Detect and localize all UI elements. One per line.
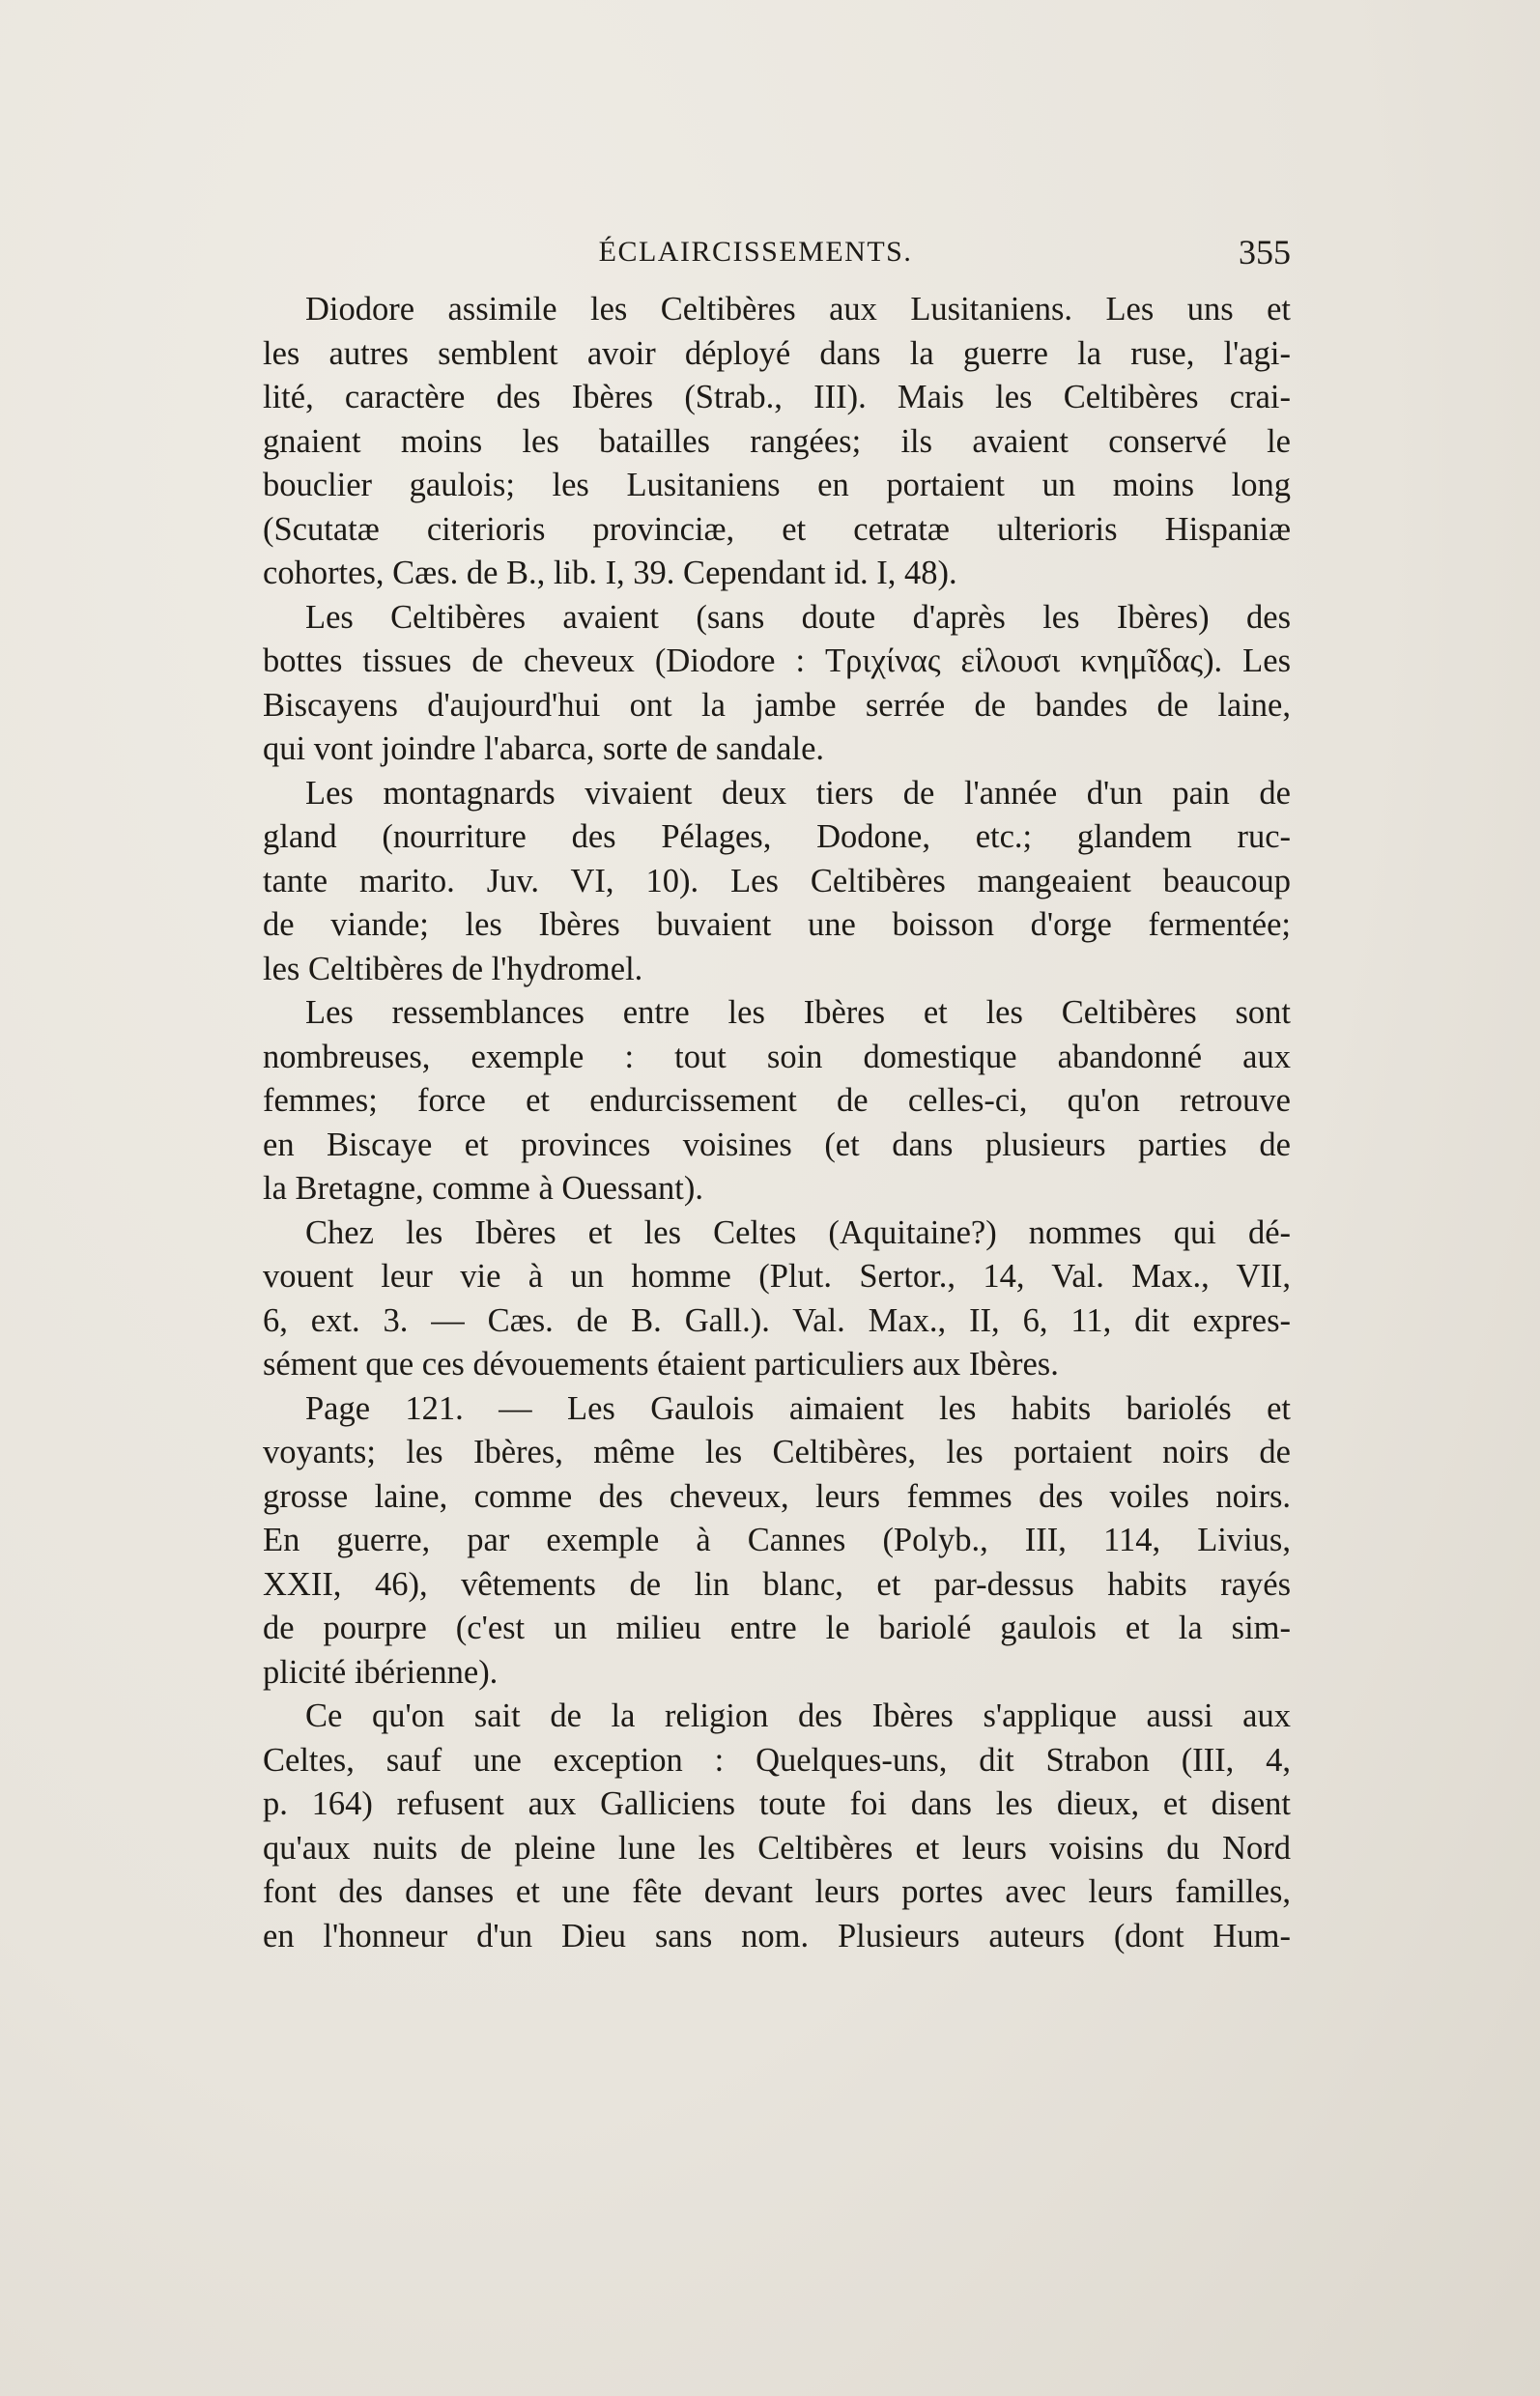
paragraph — [220, 991, 1291, 1212]
text-line: qui vont joindre l'abarca, sorte de sandale. — [263, 730, 825, 767]
text-line: font des danses et une fête devant leurs portes avec leurs familles, — [263, 1873, 1291, 1910]
text-line: en Biscaye et provinces voisines (et dans plusieurs parties de — [263, 1126, 1291, 1163]
body-text — [220, 288, 1291, 1958]
paragraph — [220, 1695, 1291, 1958]
text-line: Celtes, sauf une exception : Quelques-uns, dit Strabon (III, 4, — [263, 1741, 1291, 1779]
text-line: gnaient moins les batailles rangées; ils avaient conservé le — [263, 422, 1291, 460]
text-line: les autres semblent avoir déployé dans la guerre la ruse, l'agi- — [263, 334, 1291, 372]
text-line: plicité ibérienne). — [263, 1653, 499, 1691]
paragraph — [220, 772, 1291, 992]
text-line: la Bretagne, comme à Ouessant). — [263, 1170, 703, 1207]
text-line: (Scutatæ citerioris provinciæ, et cetratæ ulterioris Hispaniæ — [263, 510, 1291, 548]
text-line: gland (nourriture des Pélages, Dodone, etc.; glandem ruc- — [263, 818, 1291, 855]
text-line: voyants; les Ibères, même les Celtibères, les portaient noirs de — [263, 1434, 1291, 1470]
text-line: p. 164) refusent aux Galliciens toute foi dans les dieux, et disent — [263, 1785, 1291, 1822]
paragraph — [220, 596, 1291, 772]
text-line: Biscayens d'aujourd'hui ont la jambe serrée de bandes de laine, — [263, 686, 1291, 724]
text-line: Les Celtibères avaient (sans doute d'après les Ibères) des — [305, 598, 1291, 636]
paragraph — [220, 288, 1291, 596]
text-line: les Celtibères de l'hydromel. — [263, 950, 643, 987]
text-line: lité, caractère des Ibères (Strab., III). Mais les Celtibères crai- — [263, 379, 1291, 415]
paragraph — [220, 1387, 1291, 1696]
paragraph — [220, 1212, 1291, 1387]
text-line: vouent leur vie à un homme (Plut. Sertor., 14, Val. Max., VII, — [263, 1258, 1291, 1295]
text-line: En guerre, par exemple à Cannes (Polyb., III, 114, Livius, — [263, 1522, 1291, 1558]
text-line: Diodore assimile les Celtibères aux Lusitaniens. Les uns et — [305, 291, 1291, 328]
text-line: de viande; les Ibères buvaient une boisson d'orge fermentée; — [263, 906, 1291, 943]
text-line: tante marito. Juv. VI, 10). Les Celtibères mangeaient beaucoup — [263, 862, 1291, 899]
text-line: Les montagnards vivaient deux tiers de l'année d'un pain de — [305, 774, 1291, 812]
text-line: nombreuses, exemple : tout soin domestique abandonné aux — [263, 1038, 1291, 1075]
text-line: Les ressemblances entre les Ibères et les Celtibères sont — [305, 994, 1291, 1031]
page-header — [220, 228, 1291, 272]
text-line: Page 121. — Les Gaulois aimaient les habits bariolés et — [305, 1389, 1291, 1427]
page-number: 355 — [1239, 233, 1291, 271]
text-line: cohortes, Cæs. de B., lib. I, 39. Cependant id. I, 48). — [263, 555, 957, 591]
text-line: grosse laine, comme des cheveux, leurs femmes des voiles noirs. — [263, 1477, 1291, 1515]
text-line: femmes; force et endurcissement de celles-ci, qu'on retrouve — [263, 1082, 1291, 1119]
text-line: qu'aux nuits de pleine lune les Celtibères et leurs voisins du Nord — [263, 1829, 1291, 1867]
text-line: bottes tissues de cheveux (Diodore : Τριχίνας εἱλουσι κνημῖδας). Les — [263, 642, 1291, 679]
text-line: de pourpre (c'est un milieu entre le bariolé gaulois et la sim- — [263, 1610, 1291, 1646]
text-line: Ce qu'on sait de la religion des Ibères s'applique aussi aux — [305, 1697, 1291, 1734]
text-line: XXII, 46), vêtements de lin blanc, et par-dessus habits rayés — [263, 1565, 1291, 1603]
running-title: ÉCLAIRCISSEMENTS. — [598, 236, 913, 268]
text-line: Chez les Ibères et les Celtes (Aquitaine?) nommes qui dé- — [305, 1213, 1291, 1251]
text-line: 6, ext. 3. — Cæs. de B. Gall.). Val. Max., II, 6, 11, dit expres- — [263, 1301, 1291, 1339]
text-line: sément que ces dévouements étaient particuliers aux Ibères. — [263, 1346, 1059, 1383]
text-line: bouclier gaulois; les Lusitaniens en portaient un moins long — [263, 467, 1291, 503]
text-line: en l'honneur d'un Dieu sans nom. Plusieurs auteurs (dont Hum- — [263, 1917, 1291, 1954]
